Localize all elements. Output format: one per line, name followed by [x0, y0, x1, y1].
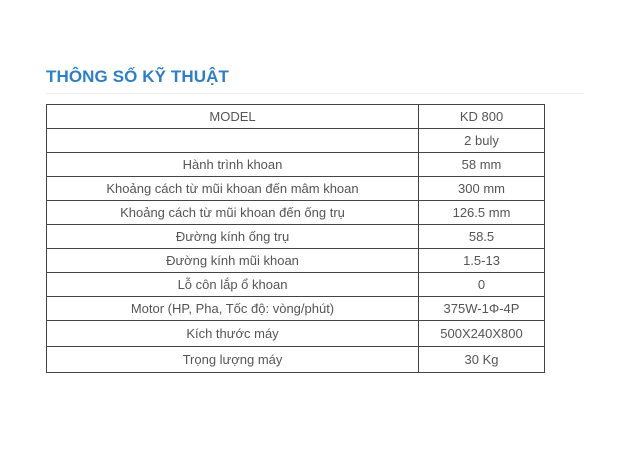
spec-label: Khoảng cách từ mũi khoan đến mâm khoan [47, 177, 419, 201]
table-row [47, 201, 545, 225]
spec-label: Đường kính ống trụ [47, 225, 419, 249]
spec-label: Motor (HP, Pha, Tốc độ: vòng/phút) [47, 297, 419, 321]
spec-label: Kích thước máy [47, 321, 419, 347]
spec-label: Trọng lượng máy [47, 347, 419, 373]
spec-value: 500X240X800 [419, 321, 545, 347]
table-row [47, 321, 545, 347]
spec-label [47, 129, 419, 153]
table-row [47, 225, 545, 249]
spec-label: Lỗ côn lắp ổ khoan [47, 273, 419, 297]
section-title: THÔNG SỐ KỸ THUẬT [46, 67, 230, 86]
table-row [47, 347, 545, 373]
spec-value: 30 Kg [419, 347, 545, 373]
spec-value: 1.5-13 [419, 249, 545, 273]
spec-value: 126.5 mm [419, 201, 545, 225]
table-row [47, 273, 545, 297]
spec-value: KD 800 [419, 105, 545, 129]
table-row [47, 297, 545, 321]
spec-value: 58 mm [419, 153, 545, 177]
spec-label: Khoảng cách từ mũi khoan đến ống trụ [47, 201, 419, 225]
table-row [47, 249, 545, 273]
table-row [47, 153, 545, 177]
spec-value: 375W-1Φ-4P [419, 297, 545, 321]
spec-value: 2 buly [419, 129, 545, 153]
table-row [47, 105, 545, 129]
spec-label: Đường kính mũi khoan [47, 249, 419, 273]
spec-label: Hành trình khoan [47, 153, 419, 177]
spec-label: MODEL [47, 105, 419, 129]
table-row [47, 177, 545, 201]
title-divider [46, 93, 584, 94]
spec-value: 0 [419, 273, 545, 297]
spec-table [46, 104, 545, 373]
spec-value: 58.5 [419, 225, 545, 249]
table-row [47, 129, 545, 153]
spec-value: 300 mm [419, 177, 545, 201]
